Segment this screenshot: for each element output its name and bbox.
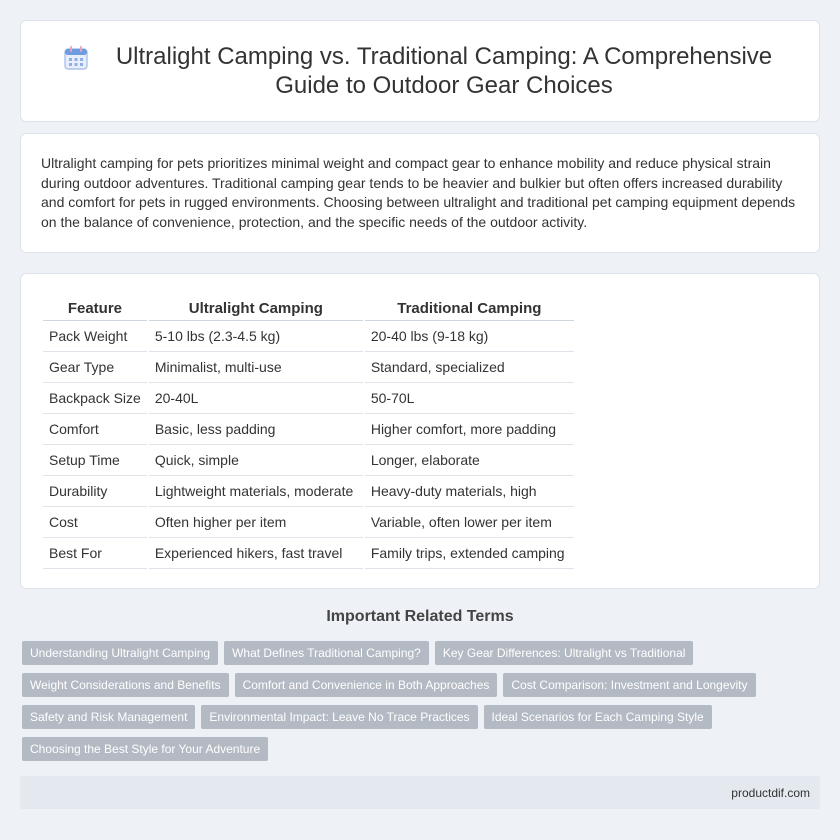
table-cell: Best For xyxy=(43,538,147,569)
page-title: Ultralight Camping vs. Traditional Camping: A Comprehensive Guide to Outdoor Gear Choices xyxy=(115,43,773,99)
calendar-icon xyxy=(61,43,91,73)
table-cell: Variable, often lower per item xyxy=(365,507,574,538)
table-cell: 20-40L xyxy=(149,383,363,414)
table-row xyxy=(43,445,574,476)
related-term-tag[interactable]: What Defines Traditional Camping? xyxy=(224,641,429,665)
table-cell: Cost xyxy=(43,507,147,538)
related-terms-title: Important Related Terms xyxy=(326,608,514,625)
comparison-card xyxy=(20,273,820,589)
footer-site-name: productdif.com xyxy=(731,785,810,800)
table-cell: Comfort xyxy=(43,414,147,445)
table-cell: Higher comfort, more padding xyxy=(365,414,574,445)
table-cell: Heavy-duty materials, high xyxy=(365,476,574,507)
table-cell: Standard, specialized xyxy=(365,352,574,383)
table-cell: Often higher per item xyxy=(149,507,363,538)
related-term-tag[interactable]: Cost Comparison: Investment and Longevity xyxy=(503,673,755,697)
header-card xyxy=(20,20,820,122)
table-cell: Gear Type xyxy=(43,352,147,383)
table-cell: Pack Weight xyxy=(43,321,147,352)
related-term-tag[interactable]: Safety and Risk Management xyxy=(22,705,195,729)
related-term-tag[interactable]: Comfort and Convenience in Both Approaches xyxy=(235,673,498,697)
table-row xyxy=(43,383,574,414)
related-terms-list xyxy=(22,641,802,761)
table-cell: Setup Time xyxy=(43,445,147,476)
table-cell: Backpack Size xyxy=(43,383,147,414)
intro-paragraph: Ultralight camping for pets prioritizes minimal weight and compact gear to enhance mobility and reduce physical strain during outdoor adventures. Traditional camping gear tends to be heavier and bulkier but often offers increased durability and comfort for pets in rugged environments. Choosing between ultralight and traditional pet camping equipment depends on the balance of convenience, protection, and the specific needs of the outdoor activity. xyxy=(41,155,796,230)
table-row xyxy=(43,321,574,352)
table-header-row xyxy=(43,292,574,321)
table-cell: Longer, elaborate xyxy=(365,445,574,476)
table-cell: Family trips, extended camping xyxy=(365,538,574,569)
table-cell: 5-10 lbs (2.3-4.5 kg) xyxy=(149,321,363,352)
column-header-feature: Feature xyxy=(43,292,147,321)
comparison-table xyxy=(41,292,576,569)
table-cell: Lightweight materials, moderate xyxy=(149,476,363,507)
table-cell: 50-70L xyxy=(365,383,574,414)
related-term-tag[interactable]: Choosing the Best Style for Your Adventure xyxy=(22,737,268,761)
footer xyxy=(20,776,820,809)
table-cell: Basic, less padding xyxy=(149,414,363,445)
column-header-ultralight: Ultralight Camping xyxy=(149,292,363,321)
column-header-traditional: Traditional Camping xyxy=(365,292,574,321)
table-cell: Experienced hikers, fast travel xyxy=(149,538,363,569)
table-cell: Durability xyxy=(43,476,147,507)
related-term-tag[interactable]: Ideal Scenarios for Each Camping Style xyxy=(484,705,712,729)
table-cell: Minimalist, multi-use xyxy=(149,352,363,383)
table-row xyxy=(43,507,574,538)
related-term-tag[interactable]: Key Gear Differences: Ultralight vs Traditional xyxy=(435,641,694,665)
table-cell: 20-40 lbs (9-18 kg) xyxy=(365,321,574,352)
table-cell: Quick, simple xyxy=(149,445,363,476)
related-term-tag[interactable]: Weight Considerations and Benefits xyxy=(22,673,229,697)
table-row xyxy=(43,414,574,445)
table-row xyxy=(43,352,574,383)
table-row xyxy=(43,538,574,569)
table-row xyxy=(43,476,574,507)
intro-card xyxy=(20,133,820,253)
related-term-tag[interactable]: Understanding Ultralight Camping xyxy=(22,641,218,665)
related-term-tag[interactable]: Environmental Impact: Leave No Trace Practices xyxy=(201,705,477,729)
